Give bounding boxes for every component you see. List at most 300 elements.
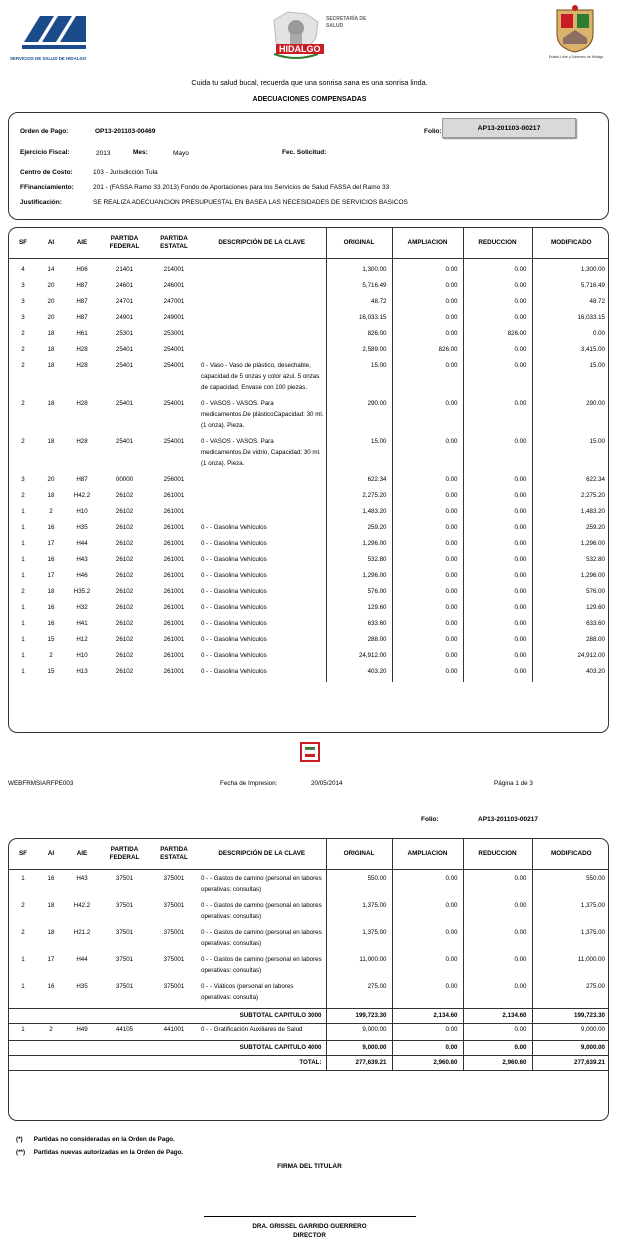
cell-partida-estatal: 261001 <box>163 524 185 531</box>
ejercicio-value: 2013 <box>96 150 111 157</box>
cell-original: 16,033.15 <box>326 312 392 328</box>
cell-ai: 18 <box>47 588 55 595</box>
col-descripcion: DESCRIPCIÓN DE LA CLAVE <box>198 839 326 869</box>
cell-sf: 1 <box>21 572 25 579</box>
cell-ampliacion: 826.00 <box>392 344 463 360</box>
estado-logo-text: Estado Libre y Soberano de Hidalgo <box>548 55 604 59</box>
cell-sf: 1 <box>21 983 25 990</box>
table-row <box>9 650 609 666</box>
cell-partida-federal: 24701 <box>115 298 134 305</box>
cell-ampliacion: 0.00 <box>392 280 463 296</box>
cell-sf: 4 <box>21 266 25 273</box>
table-row <box>9 280 609 296</box>
print-date-label: Fecha de Impresion: <box>220 780 278 787</box>
detail-table-page1 <box>8 227 609 733</box>
cell-aie: H28 <box>76 362 88 369</box>
cell-partida-estatal: 261001 <box>163 636 185 643</box>
cell-ai: 16 <box>47 875 55 882</box>
cell-partida-federal: 26102 <box>115 572 134 579</box>
cell-ai: 2 <box>49 652 53 659</box>
cell-aie: H28 <box>76 346 88 353</box>
cell-original: 532.80 <box>326 554 392 570</box>
cell-partida-estatal: 261001 <box>163 620 185 627</box>
cell-partida-estatal: 254001 <box>163 362 185 369</box>
table-row <box>9 436 609 474</box>
cell-original: 11,000.00 <box>326 954 392 981</box>
coat-of-arms-icon <box>545 4 605 54</box>
cell-partida-federal: 00000 <box>115 476 134 483</box>
cell-sf: 3 <box>21 298 25 305</box>
cell-original: 259.20 <box>326 522 392 538</box>
cell-reduccion: 0.00 <box>463 522 532 538</box>
cell-ampliacion: 0.00 <box>392 650 463 666</box>
cell-descripcion: 0 - - Gasolina Vehículos <box>201 636 267 643</box>
cell-reduccion: 0.00 <box>463 436 532 474</box>
cell-original: 277,639.21 <box>326 1056 392 1071</box>
cell-sf: 2 <box>21 588 25 595</box>
cell-partida-estatal: 249001 <box>163 314 185 321</box>
document-title: ADECUACIONES COMPENSADAS <box>252 96 367 103</box>
cell-descripcion: 0 - - Gasolina Vehículos <box>201 604 267 611</box>
cell-sf: 1 <box>21 540 25 547</box>
cell-reduccion: 0.00 <box>463 650 532 666</box>
cell-descripcion: 0 - - Viáticos (personal en labores operativas: consulta) <box>201 983 294 1001</box>
signature-line <box>204 1216 416 1217</box>
cell-partida-federal: 37501 <box>115 902 134 909</box>
cell-partida-estatal: 375001 <box>163 929 185 936</box>
cell-modificado: 2,275.20 <box>532 490 609 506</box>
cell-ai: 18 <box>47 362 55 369</box>
table-row <box>9 506 609 522</box>
justificacion-label: Justificación: <box>20 199 62 206</box>
cell-reduccion: 0.00 <box>463 538 532 554</box>
cell-ampliacion: 2,134.60 <box>392 1009 463 1024</box>
cell-sf: 2 <box>21 929 25 936</box>
cell-original: 290.00 <box>326 398 392 436</box>
cell-reduccion: 0.00 <box>463 296 532 312</box>
cell-ai: 16 <box>47 604 55 611</box>
table-body <box>9 258 609 682</box>
cell-modificado: 275.00 <box>532 981 609 1009</box>
cell-ampliacion: 0.00 <box>392 312 463 328</box>
cell-original: 576.00 <box>326 586 392 602</box>
folio-label: Folio: <box>424 128 442 135</box>
justificacion-value: SE REALIZA ADECUANCION PRESUPUESTAL EN BASEA LAS NECESIDADES DE SERVICIOS BASICOS <box>93 199 408 206</box>
cell-reduccion: 0.00 <box>463 344 532 360</box>
total-label: TOTAL: <box>9 1056 326 1071</box>
cell-partida-estatal: 261001 <box>163 572 185 579</box>
cell-original: 826.00 <box>326 328 392 344</box>
legend-note-text: Partidas no consideradas en la Orden de Pago. <box>33 1136 175 1143</box>
table-row <box>9 296 609 312</box>
cell-original: 1,296.00 <box>326 538 392 554</box>
cell-original: 403.20 <box>326 666 392 682</box>
cell-ai: 16 <box>47 983 55 990</box>
table-header-row <box>9 228 609 258</box>
table-row <box>9 554 609 570</box>
cell-aie: H87 <box>76 298 88 305</box>
col-original: ORIGINAL <box>326 228 392 258</box>
folio-value-page2: AP13-201103-00217 <box>478 816 538 823</box>
table-row <box>9 900 609 927</box>
col-ai: AI <box>37 839 65 869</box>
cell-partida-estatal: 261001 <box>163 540 185 547</box>
cell-ai: 18 <box>47 438 55 445</box>
cell-aie: H35 <box>76 983 88 990</box>
cell-modificado: 1,375.00 <box>532 927 609 954</box>
table-row <box>9 618 609 634</box>
cell-modificado: 15.00 <box>532 360 609 398</box>
cell-original: 550.00 <box>326 873 392 900</box>
col-modificado: MODIFICADO <box>532 839 609 869</box>
cell-reduccion: 0.00 <box>463 312 532 328</box>
table-row <box>9 954 609 981</box>
cell-descripcion: 0 - Vaso - Vaso de plástico, desechable, capacidad de 5 onzas y color azul. 5 onzas de capacidad. Envase con 100 piezas. <box>201 362 320 391</box>
cell-ai: 16 <box>47 556 55 563</box>
cell-aie: H42.2 <box>73 902 91 909</box>
cell-ampliacion: 0.00 <box>392 927 463 954</box>
cell-partida-federal: 25401 <box>115 362 134 369</box>
ssh-logo <box>10 12 100 64</box>
cell-reduccion: 0.00 <box>463 264 532 280</box>
table-row <box>9 927 609 954</box>
cell-partida-estatal: 247001 <box>163 298 185 305</box>
cell-ampliacion: 0.00 <box>392 900 463 927</box>
cell-partida-estatal: 375001 <box>163 875 185 882</box>
col-partida-estatal: PARTIDA ESTATAL <box>150 839 198 869</box>
cell-modificado: 576.00 <box>532 586 609 602</box>
cell-partida-federal: 37501 <box>115 956 134 963</box>
cell-ampliacion: 0.00 <box>392 1041 463 1056</box>
cell-ai: 20 <box>47 314 55 321</box>
cell-reduccion: 0.00 <box>463 1041 532 1056</box>
cell-aie: H87 <box>76 314 88 321</box>
cell-ampliacion: 0.00 <box>392 398 463 436</box>
col-ai: AI <box>37 228 65 258</box>
cell-reduccion: 0.00 <box>463 360 532 398</box>
cell-reduccion: 0.00 <box>463 900 532 927</box>
cell-descripcion: 0 - - Gasolina Vehículos <box>201 620 267 627</box>
cell-modificado: 9,000.00 <box>532 1024 609 1041</box>
cell-original: 15.00 <box>326 360 392 398</box>
subtotal-row <box>9 1041 609 1056</box>
cell-partida-estatal: 261001 <box>163 652 185 659</box>
fec-solicitud-label: Fec. Solicitud: <box>282 149 327 156</box>
cell-descripcion <box>198 280 326 296</box>
subtotal-row <box>9 1009 609 1024</box>
table-row <box>9 981 609 1009</box>
cell-ai: 20 <box>47 298 55 305</box>
cell-modificado: 532.80 <box>532 554 609 570</box>
cell-modificado: 5,716.49 <box>532 280 609 296</box>
col-reduccion: REDUCCION <box>463 228 532 258</box>
cell-reduccion: 0.00 <box>463 490 532 506</box>
cell-modificado: 0.00 <box>532 328 609 344</box>
cell-partida-federal: 37501 <box>115 929 134 936</box>
cell-descripcion: 0 - - Gastos de camino (personal en labores operativas: consultas) <box>201 956 322 974</box>
cell-reduccion: 0.00 <box>463 570 532 586</box>
cell-partida-federal: 26102 <box>115 540 134 547</box>
table-row <box>9 474 609 490</box>
cell-modificado: 290.00 <box>532 398 609 436</box>
ssh-logo-text: SERVICIOS DE SALUD DE HIDALGO <box>10 56 87 61</box>
folio-label-page2: Folio: <box>421 816 439 823</box>
cell-reduccion: 0.00 <box>463 602 532 618</box>
cell-reduccion: 0.00 <box>463 1024 532 1041</box>
col-sf: SF <box>9 839 37 869</box>
cell-original: 199,723.30 <box>326 1009 392 1024</box>
signatory-name: DRA. GRISSEL GARRIDO GUERRERO <box>252 1223 367 1230</box>
orden-label: Orden de Pago: <box>20 128 69 135</box>
cell-modificado: 24,912.00 <box>532 650 609 666</box>
table-row <box>9 634 609 650</box>
cell-partida-federal: 26102 <box>115 556 134 563</box>
cell-ai: 18 <box>47 330 55 337</box>
subtotal-label: SUBTOTAL CAPITULO 4000 <box>9 1041 326 1056</box>
ffinanciamiento-value: 201 - (FASSA Ramo 33 2013) Fondo de Aportaciones para los Servicios de Salud FASSA del Ramo 33 <box>93 184 390 191</box>
cell-descripcion: 0 - - Gastos de camino (personal en labores operativas: consultas) <box>201 902 322 920</box>
cell-descripcion: 0 - VASOS - VASOS. Para medicamentos.De vidrio, Capacidad: 30 ml. (1 onza). Pieza. <box>201 438 321 467</box>
table-row <box>9 328 609 344</box>
page-number: Página 1 de 3 <box>494 780 533 787</box>
cell-ai: 18 <box>47 346 55 353</box>
cell-ampliacion: 0.00 <box>392 1024 463 1041</box>
cell-modificado: 622.34 <box>532 474 609 490</box>
cell-aie: H44 <box>76 540 88 547</box>
cell-descripcion: 0 - - Gasolina Vehículos <box>201 652 267 659</box>
cell-aie: H06 <box>76 266 88 273</box>
table-row <box>9 538 609 554</box>
cell-descripcion <box>198 312 326 328</box>
cell-ai: 17 <box>47 540 55 547</box>
cell-partida-federal: 24901 <box>115 314 134 321</box>
cell-sf: 2 <box>21 438 25 445</box>
cell-partida-federal: 25301 <box>115 330 134 337</box>
table-header-row <box>9 839 609 869</box>
cell-modificado: 550.00 <box>532 873 609 900</box>
cell-descripcion <box>198 328 326 344</box>
cell-reduccion: 826.00 <box>463 328 532 344</box>
cell-original: 48.72 <box>326 296 392 312</box>
legend-note-key: (**) <box>16 1149 26 1156</box>
cell-modificado: 15.00 <box>532 436 609 474</box>
mes-label: Mes: <box>133 149 148 156</box>
cell-aie: H49 <box>76 1026 88 1033</box>
cell-sf: 1 <box>21 668 25 675</box>
table-row <box>9 522 609 538</box>
folio-value: AP13-201103-00217 <box>442 118 576 138</box>
table-row <box>9 873 609 900</box>
cell-aie: H87 <box>76 476 88 483</box>
cell-partida-federal: 26102 <box>115 636 134 643</box>
col-reduccion: REDUCCION <box>463 839 532 869</box>
cell-ampliacion: 0.00 <box>392 570 463 586</box>
cell-partida-estatal: 246001 <box>163 282 185 289</box>
secretaria-text <box>326 16 366 29</box>
legend-note <box>16 1146 183 1159</box>
cell-aie: H28 <box>76 438 88 445</box>
hidalgo-map-icon <box>266 10 326 62</box>
signatory <box>0 1222 619 1240</box>
cell-ampliacion: 0.00 <box>392 981 463 1009</box>
cell-partida-federal: 26102 <box>115 620 134 627</box>
cell-partida-estatal: 254001 <box>163 400 185 407</box>
cell-descripcion: 0 - - Gasolina Vehículos <box>201 572 267 579</box>
report-code: WEBFRMSIARFPE003 <box>8 780 74 787</box>
cell-modificado: 277,639.21 <box>532 1056 609 1071</box>
cell-aie: H32 <box>76 604 88 611</box>
cell-modificado: 1,296.00 <box>532 570 609 586</box>
cell-original: 1,375.00 <box>326 900 392 927</box>
cell-sf: 3 <box>21 314 25 321</box>
secretaria-line1: SECRETARÍA DE <box>326 16 367 22</box>
cell-ai: 20 <box>47 476 55 483</box>
cell-original: 1,375.00 <box>326 927 392 954</box>
cell-partida-estatal: 254001 <box>163 438 185 445</box>
cell-original: 1,300.00 <box>326 264 392 280</box>
cell-sf: 2 <box>21 400 25 407</box>
cell-partida-estatal: 261001 <box>163 668 185 675</box>
cell-aie: H42.2 <box>73 492 91 499</box>
cell-descripcion <box>198 296 326 312</box>
cell-aie: H43 <box>76 875 88 882</box>
cell-reduccion: 0.00 <box>463 474 532 490</box>
table-row <box>9 312 609 328</box>
cell-ampliacion: 0.00 <box>392 296 463 312</box>
cell-sf: 1 <box>21 956 25 963</box>
cell-descripcion: 0 - - Gasolina Vehículos <box>201 668 267 675</box>
cell-descripcion <box>198 490 326 506</box>
cell-partida-estatal: 253001 <box>163 330 185 337</box>
cell-ampliacion: 0.00 <box>392 634 463 650</box>
cell-partida-federal: 26102 <box>115 604 134 611</box>
cell-descripcion: 0 - - Gasolina Vehículos <box>201 524 267 531</box>
cell-original: 2,275.20 <box>326 490 392 506</box>
cell-sf: 1 <box>21 524 25 531</box>
table-row <box>9 602 609 618</box>
cell-modificado: 1,375.00 <box>532 900 609 927</box>
cell-sf: 2 <box>21 492 25 499</box>
cell-ai: 16 <box>47 524 55 531</box>
cell-sf: 2 <box>21 902 25 909</box>
cell-modificado: 1,296.00 <box>532 538 609 554</box>
cell-ai: 16 <box>47 620 55 627</box>
legend-note <box>16 1133 183 1146</box>
cell-descripcion <box>198 474 326 490</box>
cell-modificado: 11,000.00 <box>532 954 609 981</box>
ssh-logo-mark-icon <box>20 12 90 54</box>
cell-ampliacion: 0.00 <box>392 618 463 634</box>
table-row <box>9 490 609 506</box>
cell-ai: 2 <box>49 508 53 515</box>
cell-original: 275.00 <box>326 981 392 1009</box>
cell-partida-federal: 26102 <box>115 508 134 515</box>
cell-aie: H35.2 <box>73 588 91 595</box>
table-row <box>9 666 609 682</box>
cell-original: 9,000.00 <box>326 1041 392 1056</box>
cell-reduccion: 0.00 <box>463 927 532 954</box>
cell-partida-federal: 25401 <box>115 400 134 407</box>
cell-partida-estatal: 261001 <box>163 556 185 563</box>
table-row <box>9 264 609 280</box>
cell-partida-estatal: 254001 <box>163 346 185 353</box>
cell-aie: H46 <box>76 572 88 579</box>
cell-aie: H35 <box>76 524 88 531</box>
table-row <box>9 1024 609 1041</box>
cell-ampliacion: 0.00 <box>392 506 463 522</box>
cell-reduccion: 0.00 <box>463 954 532 981</box>
cell-ampliacion: 0.00 <box>392 873 463 900</box>
cell-partida-federal: 26102 <box>115 668 134 675</box>
cell-modificado: 633.60 <box>532 618 609 634</box>
estado-coat-of-arms <box>545 4 605 64</box>
cell-modificado: 288.00 <box>532 634 609 650</box>
detail-table-page2 <box>8 838 609 1121</box>
cell-partida-estatal: 441001 <box>163 1026 185 1033</box>
cell-original: 1,483.20 <box>326 506 392 522</box>
cell-reduccion: 2,134.60 <box>463 1009 532 1024</box>
cell-original: 15.00 <box>326 436 392 474</box>
total-row <box>9 1056 609 1071</box>
cell-partida-estatal: 214001 <box>163 266 185 273</box>
cell-ai: 15 <box>47 636 55 643</box>
cell-original: 24,912.00 <box>326 650 392 666</box>
cell-partida-federal: 37501 <box>115 875 134 882</box>
cell-modificado: 129.60 <box>532 602 609 618</box>
cell-descripcion <box>198 264 326 280</box>
cell-ampliacion: 0.00 <box>392 602 463 618</box>
cell-reduccion: 0.00 <box>463 398 532 436</box>
cell-aie: H12 <box>76 636 88 643</box>
cell-sf: 1 <box>21 636 25 643</box>
firma-titular-label: FIRMA DEL TITULAR <box>277 1163 342 1170</box>
cell-reduccion: 2,960.60 <box>463 1056 532 1071</box>
cell-ai: 18 <box>47 400 55 407</box>
cell-reduccion: 0.00 <box>463 873 532 900</box>
cell-partida-estatal: 375001 <box>163 983 185 990</box>
cell-partida-federal: 24601 <box>115 282 134 289</box>
cell-ampliacion: 2,960.60 <box>392 1056 463 1071</box>
cell-partida-federal: 21401 <box>115 266 134 273</box>
cell-descripcion: 0 - - Gratificación Auxiliares de Salud <box>201 1026 303 1033</box>
centro-label: Centro de Costo: <box>20 169 73 176</box>
cell-ampliacion: 0.00 <box>392 360 463 398</box>
secretaria-logo <box>262 8 382 63</box>
cell-partida-federal: 26102 <box>115 652 134 659</box>
col-ampliacion: AMPLIACION <box>392 228 463 258</box>
cell-partida-federal: 26102 <box>115 524 134 531</box>
cell-sf: 1 <box>21 875 25 882</box>
cell-modificado: 199,723.30 <box>532 1009 609 1024</box>
cell-partida-federal: 25401 <box>115 346 134 353</box>
table-body <box>9 869 609 1071</box>
cell-original: 2,589.00 <box>326 344 392 360</box>
cell-sf: 1 <box>21 1026 25 1033</box>
ejercicio-label: Ejercicio Fiscal: <box>20 149 70 156</box>
cell-partida-estatal: 256001 <box>163 476 185 483</box>
cell-ai: 18 <box>47 902 55 909</box>
cell-partida-estatal: 261001 <box>163 492 185 499</box>
table-row <box>9 398 609 436</box>
cell-modificado: 3,415.00 <box>532 344 609 360</box>
cell-partida-estatal: 375001 <box>163 902 185 909</box>
cell-reduccion: 0.00 <box>463 666 532 682</box>
cell-ampliacion: 0.00 <box>392 474 463 490</box>
cell-ampliacion: 0.00 <box>392 522 463 538</box>
cell-partida-estatal: 261001 <box>163 604 185 611</box>
cell-ampliacion: 0.00 <box>392 954 463 981</box>
cell-aie: H43 <box>76 556 88 563</box>
